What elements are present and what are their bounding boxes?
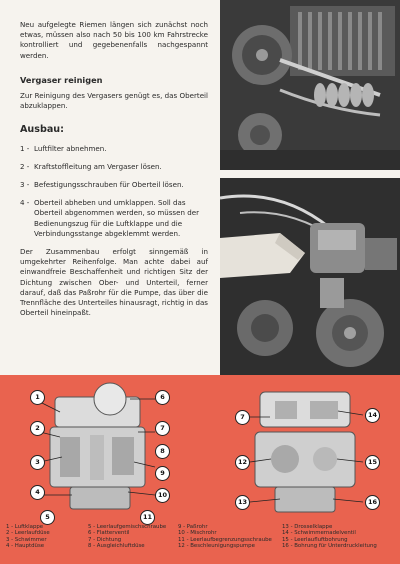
- legend-item: 2 - Leerlaufdüse: [6, 530, 50, 537]
- callout-7: 7: [155, 421, 170, 436]
- legend-item: 6 - Flatterventil: [88, 530, 130, 537]
- callout-r-7: 7: [235, 410, 250, 425]
- legend-item: 4 - Hauptdüse: [6, 543, 45, 550]
- step-text: Befestigungsschrauben für Oberteil lösen.: [34, 180, 184, 190]
- callout-11: 11: [140, 510, 155, 525]
- legend-column-4: [282, 524, 377, 550]
- callout-1: 1: [30, 390, 45, 405]
- legend-item: 10 - Mischrohr: [178, 530, 217, 537]
- legend-item: 1 - Luftklappe: [6, 524, 44, 530]
- callout-9: 9: [155, 466, 170, 481]
- carburetor-diagram-left: [0, 377, 195, 545]
- callout-r-14: 14: [365, 408, 380, 423]
- section-paragraph: Zur Reinigung des Vergasers genügt es, das Oberteil abzuklappen.: [20, 91, 208, 111]
- engine-photo-top: [220, 0, 400, 170]
- legend-item: 16 - Bohrung für Unterdruckleitung: [282, 543, 377, 550]
- step-number: 1 -: [20, 143, 30, 153]
- step-number: 3 -: [20, 180, 30, 190]
- intro-paragraph: Neu aufgelegte Riemen längen sich zunächst noch etwas, müssen also nach 50 bis 100 km Fahrstrecke kontrolliert und gegebenenfalls nachgespannt werden.: [20, 20, 208, 60]
- legend-item: 7 - Dichtung: [88, 536, 122, 543]
- closing-paragraph: Der Zusammenbau erfolgt sinngemäß in umgekehrter Reihenfolge. Man achte dabei auf einwandfreie Beschaffenheit und richtigen Sitz der Dichtung zwischen Ober- und Unterteil, ferner darauf, daß das Paßrohr für die Pumpe, das über die Trennfläche des Unterteiles hinausragt, richtig in das Oberteil hineinpaßt.: [20, 247, 208, 318]
- step-item: [20, 180, 208, 190]
- step-item: [20, 198, 208, 239]
- carburetor-illustration: [220, 178, 400, 378]
- legend-item: 11 - Leerlaufbegrenzungsschraube: [178, 536, 272, 543]
- step-number: 4 -: [20, 198, 30, 208]
- callout-4: 4: [30, 485, 45, 500]
- legend-item: 15 - Leerlaufluftbohrung: [282, 536, 348, 543]
- carburetor-diagram-right: [205, 377, 400, 545]
- callout-r-15: 15: [365, 455, 380, 470]
- legend-item: 12 - Beschleunigungspumpe: [178, 543, 255, 550]
- text-column: [20, 20, 208, 326]
- legend-item: 14 - Schwimmernadelventil: [282, 530, 356, 537]
- legend-column-2: [88, 524, 166, 550]
- step-item: [20, 144, 208, 154]
- step-text: Kraftstoffleitung am Vergaser lösen.: [34, 161, 162, 171]
- callout-2: 2: [30, 421, 45, 436]
- step-number: 2 -: [20, 161, 30, 171]
- callout-8: 8: [155, 444, 170, 459]
- legend-item: 13 - Drosselklappe: [282, 524, 333, 530]
- engine-belt-illustration: [220, 0, 400, 170]
- legend-column-3: [178, 524, 272, 550]
- callout-10: 10: [155, 488, 170, 503]
- callout-r-13: 13: [235, 495, 250, 510]
- carburetor-photo: [220, 178, 400, 378]
- step-text: Luftfilter abnehmen.: [34, 143, 107, 153]
- legend-item: 9 - Paßrohr: [178, 524, 208, 530]
- legend-column-1: [6, 524, 50, 550]
- legend-item: 3 - Schwimmer: [6, 536, 47, 543]
- callout-r-12: 12: [235, 455, 250, 470]
- step-text: Oberteil abheben und umklappen. Soll das Oberteil abgenommen werden, so müssen der Bedienungszug für die Luftklappe und die Verbindungsstange abgeklemmt werden.: [34, 198, 200, 238]
- legend-item: 8 - Ausgleichluftdüse: [88, 543, 145, 550]
- callout-5: 5: [40, 510, 55, 525]
- callout-r-16: 16: [365, 495, 380, 510]
- subsection-heading: Ausbau:: [20, 124, 64, 136]
- step-item: [20, 162, 208, 172]
- callout-3: 3: [30, 455, 45, 470]
- section-heading: Vergaser reinigen: [20, 74, 103, 85]
- callout-6: 6: [155, 390, 170, 405]
- legend-item: 5 - Leerlaufgemischschraube: [88, 524, 167, 530]
